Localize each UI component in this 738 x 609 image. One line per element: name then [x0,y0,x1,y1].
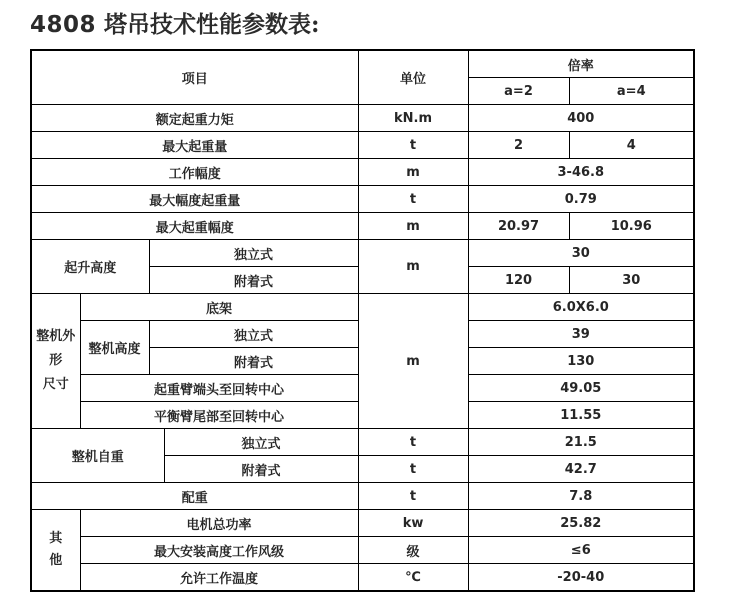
counterjib-tail-label: 平衡臂尾部至回转中心 [80,402,358,429]
row-rated-moment [31,105,694,132]
max-lift-radius-a4: 10.96 [569,213,694,240]
lifting-height-freestanding-value: 30 [468,240,694,267]
row-counterweight [31,483,694,510]
self-weight-attached-value: 42.7 [468,456,694,483]
self-weight-attached-unit: t [358,456,468,483]
lifting-height-attached-a2: 120 [468,267,569,294]
lifting-height-attached-label: 附着式 [149,267,358,294]
jib-head-label: 起重臂端头至回转中心 [80,375,358,402]
row-work-temp [31,564,694,592]
self-weight-freestanding-value: 21.5 [468,429,694,456]
overall-height-attached-value: 130 [468,348,694,375]
work-temp-value: -20-40 [468,564,694,592]
row-motor-power [31,510,694,537]
lifting-height-attached-a4: 30 [569,267,694,294]
max-load-a2: 2 [468,132,569,159]
chassis-value: 6.0X6.0 [468,294,694,321]
motor-power-unit: kw [358,510,468,537]
max-radius-load-unit: t [358,186,468,213]
counterjib-tail-value: 11.55 [468,402,694,429]
rated-moment-value: 400 [468,105,694,132]
row-self-weight-freestanding [31,429,694,456]
chassis-label: 底架 [80,294,358,321]
max-load-a4: 4 [569,132,694,159]
row-max-lift-radius [31,213,694,240]
page-title-text: 塔吊技术性能参数表: [104,11,320,38]
self-weight-freestanding-unit: t [358,429,468,456]
max-load-unit: t [358,132,468,159]
lifting-height-unit: m [358,240,468,294]
lifting-height-freestanding-label: 独立式 [149,240,358,267]
work-temp-unit: ℃ [358,564,468,592]
max-lift-radius-label: 最大起重幅度 [31,213,358,240]
work-temp-label: 允许工作温度 [80,564,358,592]
wind-level-unit: 级 [358,537,468,564]
jib-head-value: 49.05 [468,375,694,402]
row-lifting-height-freestanding [31,240,694,267]
max-load-label: 最大起重量 [31,132,358,159]
self-weight-freestanding-label: 独立式 [164,429,358,456]
wind-level-label: 最大安装高度工作风级 [80,537,358,564]
header-item-cell: 项目 [31,50,358,105]
header-row-1 [31,50,694,78]
row-max-radius-load [31,186,694,213]
overall-height-freestanding-label: 独立式 [149,321,358,348]
max-lift-radius-a2: 20.97 [468,213,569,240]
max-radius-load-label: 最大幅度起重量 [31,186,358,213]
counterweight-value: 7.8 [468,483,694,510]
other-label-line1: 其 [49,531,63,546]
working-radius-value: 3-46.8 [468,159,694,186]
overall-height-label: 整机高度 [80,321,149,375]
overall-dims-label-line2: 尺寸 [42,377,69,392]
row-wind-level [31,537,694,564]
page-title-model: 4808 [30,12,97,38]
header-a4-cell: a=4 [569,78,694,105]
overall-dims-unit: m [358,294,468,429]
other-label-line2: 他 [49,553,63,568]
lifting-height-label: 起升高度 [31,240,149,294]
counterweight-label: 配重 [31,483,358,510]
rated-moment-unit: kN.m [358,105,468,132]
working-radius-unit: m [358,159,468,186]
max-radius-load-value: 0.79 [468,186,694,213]
motor-power-value: 25.82 [468,510,694,537]
page-title [30,11,723,39]
rated-moment-label: 额定起重力矩 [31,105,358,132]
wind-level-value: ≤6 [468,537,694,564]
header-unit-cell: 单位 [358,50,468,105]
spec-table [30,49,695,592]
overall-dims-label [31,294,80,429]
self-weight-attached-label: 附着式 [164,456,358,483]
other-label [31,510,80,592]
working-radius-label: 工作幅度 [31,159,358,186]
max-lift-radius-unit: m [358,213,468,240]
self-weight-label: 整机自重 [31,429,164,483]
motor-power-label: 电机总功率 [80,510,358,537]
row-chassis [31,294,694,321]
header-a2-cell: a=2 [468,78,569,105]
overall-height-attached-label: 附着式 [149,348,358,375]
overall-height-freestanding-value: 39 [468,321,694,348]
overall-dims-label-line1: 整机外形 [36,329,76,368]
row-max-load [31,132,694,159]
row-working-radius [31,159,694,186]
counterweight-unit: t [358,483,468,510]
header-ratio-cell: 倍率 [468,50,694,78]
